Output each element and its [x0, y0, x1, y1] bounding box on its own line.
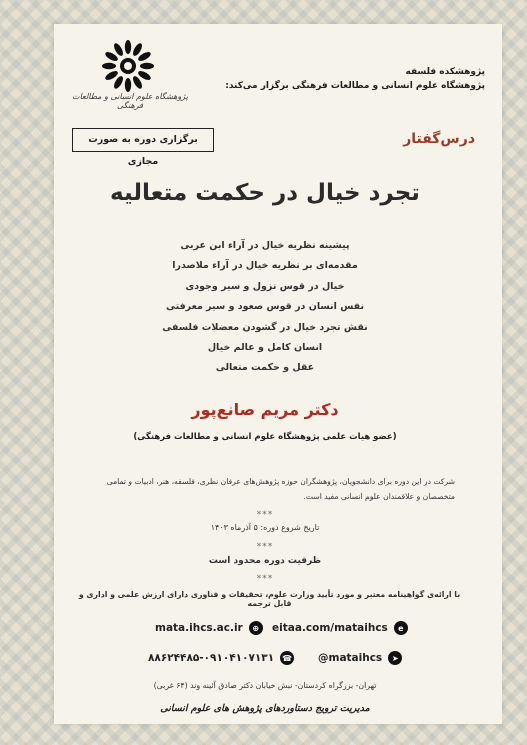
separator: *** [256, 542, 274, 552]
eitaa-icon: e [394, 621, 408, 635]
footer-organizer: مدیریت ترویج دستاوردهای پژوهش های علوم انسانی [160, 703, 370, 714]
logo-caption: پژوهشگاه علوم انسانی و مطالعات فرهنگی [72, 92, 188, 110]
phone-number[interactable]: ۸۸۶۲۴۴۸۵-۰۹۱۰۴۱۰۷۱۳۱ [148, 652, 275, 664]
virtual-course-badge: برگزاری دوره به صورت مجازی [72, 128, 214, 152]
website-contact[interactable] [155, 621, 263, 635]
topic-list [100, 236, 430, 379]
address: تهران- بزرگراه کردستان- نبش خیابان دکتر صادق آئینه وند (۶۴ غربی) [153, 681, 377, 690]
topic-item: نفس انسان در قوس صعود و سیر معرفتی [165, 301, 365, 313]
eitaa-link[interactable]: eitaa.com/mataihcs [272, 622, 388, 634]
eitaa-contact[interactable] [272, 621, 408, 635]
topic-item: مقدمه‌ای بر نظریه خیال در آراء ملاصدرا [172, 260, 358, 272]
speaker-name: دکتر مریم صانع‌پور [191, 400, 339, 419]
phone-contact[interactable] [148, 651, 294, 665]
course-title: تجرد خیال در حکمت متعالیه [110, 180, 420, 206]
institute-line-2: پژوهشگاه علوم انسانی و مطالعات فرهنگی برگزار می‌کند: [225, 81, 485, 91]
globe-icon: ⊕ [249, 621, 263, 635]
topic-item: عقل و حکمت متعالی [215, 362, 315, 374]
separator: *** [256, 574, 274, 584]
telegram-handle[interactable]: @mataihcs [318, 652, 383, 664]
separator: *** [256, 510, 274, 520]
website-link[interactable]: mata.ihcs.ac.ir [155, 622, 243, 634]
phone-icon: ☎ [280, 651, 294, 665]
speaker-affiliation: (عضو هیات علمی پژوهشگاه علوم انسانی و مطالعات فرهنگی) [133, 432, 397, 442]
course-description: شرکت در این دوره برای دانشجویان، پژوهشگران حوزه پژوهش‌های عرفان نظری، فلسفه، هنر، ادبیات و تمامی متخصصان و علاقمندان علوم انسانی مفید است. [106, 477, 455, 501]
topic-item: پیشینه نظریه خیال در آراء ابن عربی [180, 240, 350, 251]
topic-item: خیال در قوس نزول و سیر وجودی [185, 280, 345, 292]
series-label: درس‌گفتار [403, 131, 475, 147]
topic-item: انسان کامل و عالم خیال [207, 341, 323, 353]
capacity-note: ظرفیت دوره محدود است [208, 556, 322, 566]
telegram-icon: ➤ [388, 651, 402, 665]
logo-icon [100, 38, 156, 94]
topic-item: نقش تجرد خیال در گشودن معضلات فلسفی [162, 321, 368, 333]
start-date: تاریخ شروع دوره: ۵ آذرماه ۱۴۰۳ [210, 523, 320, 532]
telegram-contact[interactable] [318, 651, 402, 665]
institute-line-1: پژوهشکده فلسفه [405, 67, 485, 77]
certificate-note: با ارائه‌ی گواهینامه معتبر و مورد تأیید وزارت علوم، تحقیقات و فناوری دارای ارزش علمی و اداری و قابل ترجمه [78, 590, 461, 608]
